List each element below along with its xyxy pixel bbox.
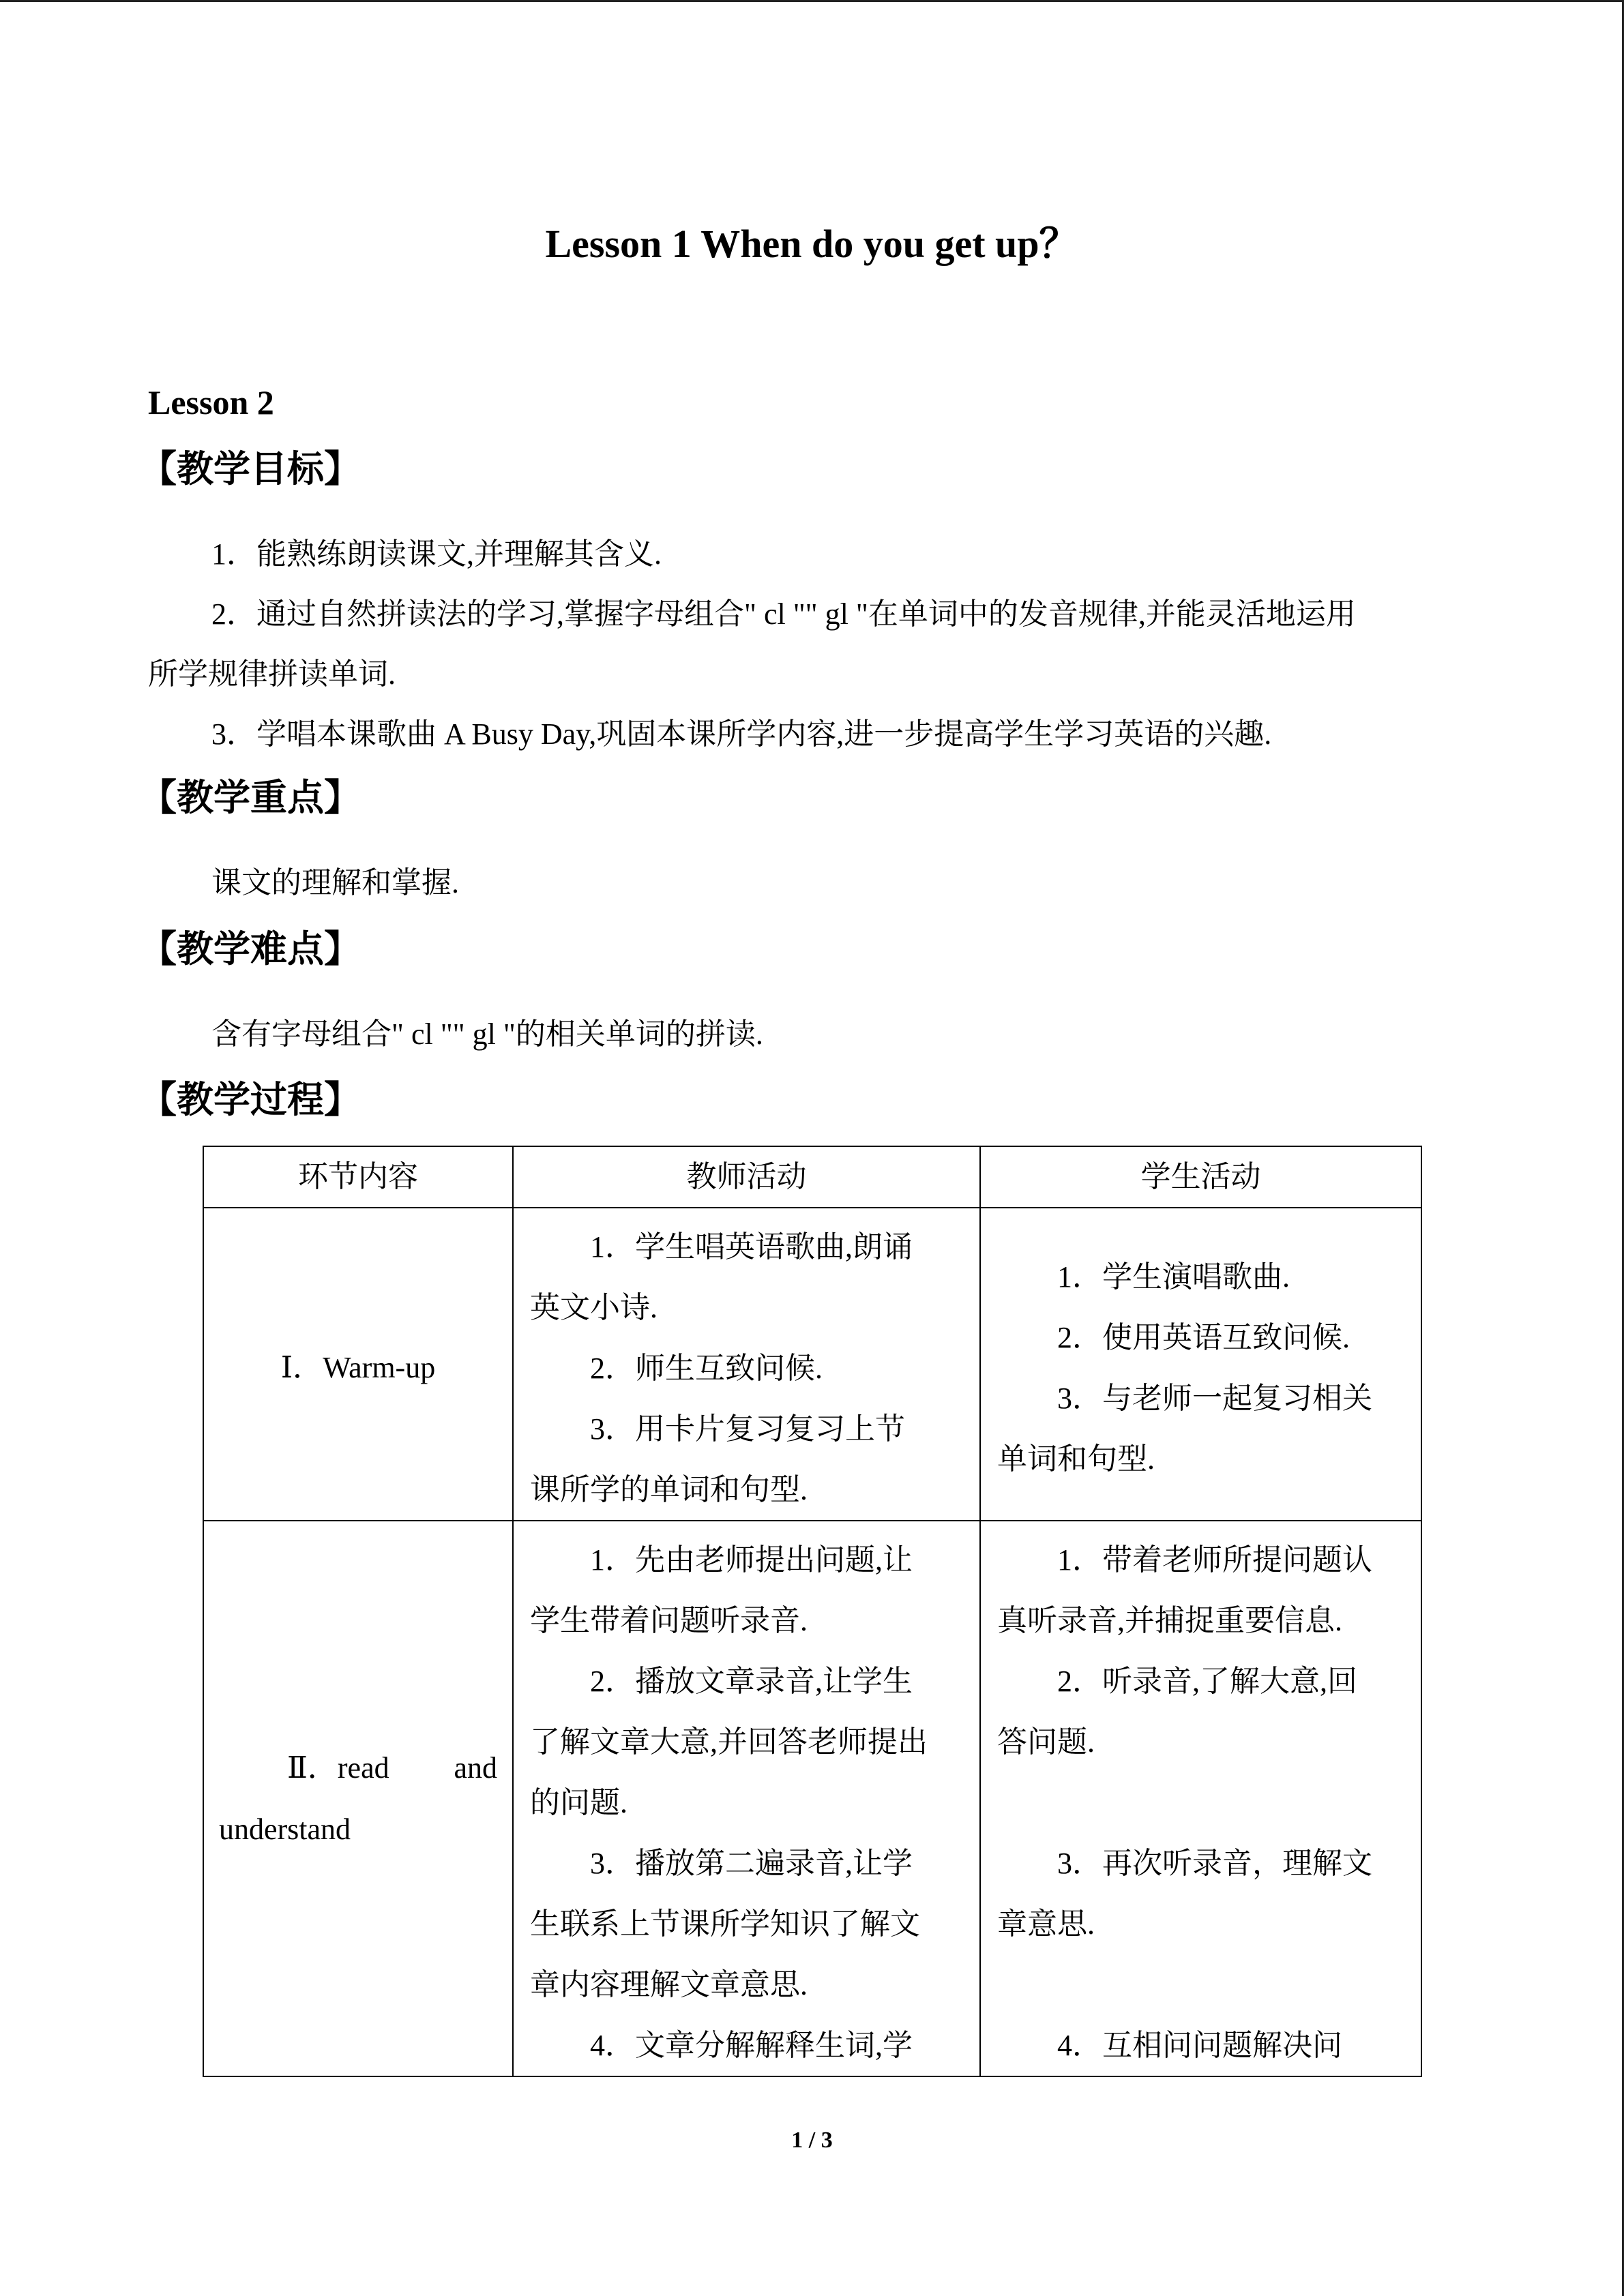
key-points-text: 课文的理解和掌握. — [211, 866, 459, 899]
student-line: 1．带着老师所提问题认 — [1057, 1543, 1372, 1577]
objective-item-2: 2．通过自然拼读法的学习,掌握字母组合" cl "" gl "在单词中的发音规律,并能灵活地运用 — [211, 597, 1356, 631]
teacher-line: 3．用卡片复习复习上节 — [590, 1412, 905, 1446]
difficulties-text: 含有字母组合" cl "" gl "的相关单词的拼读. — [211, 1017, 763, 1051]
stage-label: Ⅰ．Warm-up — [280, 1350, 436, 1384]
student-line: 2．使用英语互致问候. — [1057, 1321, 1350, 1354]
document-title: Lesson 1 When do you get up？ — [545, 222, 1079, 266]
student-line: 章意思. — [997, 1907, 1095, 1941]
header-teacher-activity: 教师活动 — [513, 1146, 980, 1208]
table-header-row — [203, 1146, 1421, 1208]
teacher-activity-cell — [513, 1521, 980, 2076]
stage-cell — [203, 1521, 513, 2076]
student-line: 4．互相问问题解决问 — [1057, 2029, 1342, 2062]
difficulties-heading: 【教学难点】 — [140, 929, 361, 970]
blank-line — [997, 1772, 1404, 1833]
stage-cell — [203, 1208, 513, 1521]
process-table — [203, 1146, 1422, 2077]
header-student-activity: 学生活动 — [980, 1146, 1421, 1208]
stage-label: and — [454, 1750, 497, 1785]
page-number: 1 / 3 — [791, 2128, 833, 2153]
teacher-line: 1．先由老师提出问题,让 — [590, 1543, 913, 1577]
student-line: 真听录音,并捕捉重要信息. — [997, 1604, 1342, 1637]
header-stage: 环节内容 — [203, 1146, 513, 1208]
key-points-heading: 【教学重点】 — [140, 777, 361, 818]
teacher-line: 章内容理解文章意思. — [530, 1968, 808, 2001]
student-line: 3．再次听录音，理解文 — [1057, 1847, 1372, 1880]
teacher-line: 1．学生唱英语歌曲,朗诵 — [590, 1230, 913, 1264]
lesson-label: Lesson 2 — [148, 383, 274, 421]
table-row — [203, 1521, 1421, 2076]
objective-item-3: 3．学唱本课歌曲 A Busy Day,巩固本课所学内容,进一步提高学生学习英语的兴趣. — [211, 717, 1272, 751]
teacher-line: 了解文章大意,并回答老师提出 — [530, 1725, 928, 1759]
objectives-heading: 【教学目标】 — [140, 449, 361, 490]
blank-line — [997, 1954, 1404, 2015]
table-row — [203, 1208, 1421, 1521]
student-line: 单词和句型. — [997, 1442, 1155, 1476]
student-line: 3．与老师一起复习相关 — [1057, 1382, 1372, 1415]
teacher-line: 3．播放第二遍录音,让学 — [590, 1847, 913, 1880]
process-heading: 【教学过程】 — [140, 1079, 361, 1120]
teacher-line: 生联系上节课所学知识了解文 — [530, 1907, 920, 1941]
student-line: 1．学生演唱歌曲. — [1057, 1260, 1290, 1294]
teacher-line: 2．播放文章录音,让学生 — [590, 1665, 913, 1698]
objective-item-1: 1．能熟练朗读课文,并理解其含义. — [211, 537, 662, 571]
teacher-line: 2．师生互致问候. — [590, 1352, 823, 1385]
student-activity-cell — [980, 1521, 1421, 2076]
stage-label: understand — [219, 1812, 351, 1846]
teacher-line: 英文小诗. — [530, 1291, 658, 1324]
student-activity-cell — [980, 1208, 1421, 1521]
teacher-line: 学生带着问题听录音. — [530, 1604, 808, 1637]
teacher-line: 课所学的单词和句型. — [530, 1473, 808, 1506]
teacher-line: 的问题. — [530, 1786, 628, 1819]
teacher-line: 4．文章分解解释生词,学 — [590, 2029, 913, 2062]
student-line: 答问题. — [997, 1725, 1095, 1759]
teacher-activity-cell — [513, 1208, 980, 1521]
stage-label: Ⅱ．read — [287, 1750, 389, 1785]
objective-item-2-continued: 所学规律拼读单词. — [148, 657, 396, 691]
student-line: 2．听录音,了解大意,回 — [1057, 1665, 1357, 1698]
